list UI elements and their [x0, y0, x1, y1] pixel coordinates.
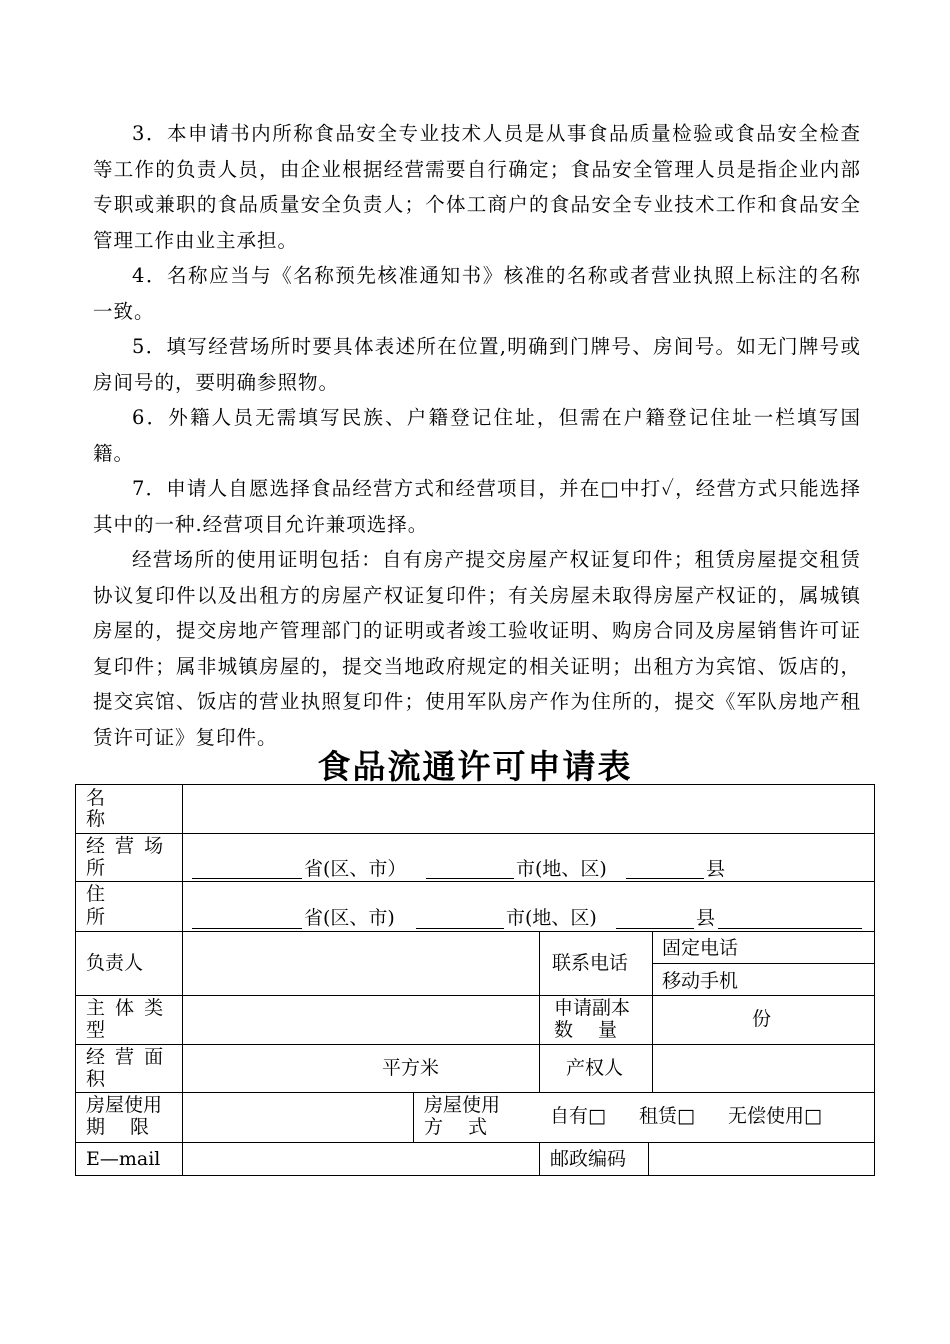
note-4: 4．名称应当与《名称预先核准通知书》核准的名称或者营业执照上标注的名称一致。: [93, 264, 861, 323]
residence-label-2: 所: [86, 906, 106, 928]
res-province-label: 省(区、市): [304, 907, 395, 929]
place-label-1: 经 营 场: [86, 835, 166, 857]
principal-label: 负责人: [86, 952, 144, 974]
res-county-label: 县: [696, 907, 716, 929]
copies-label-1: 申请副本: [554, 997, 631, 1019]
note-usage-proof: 经营场所的使用证明包括：自有房产提交房屋产权证复印件；租赁房屋提交租赁协议复印件以及出租方的房屋产权证复印件；有关房屋未取得房屋产权证的，属城镇房屋的，提交房地产管理部门的证明或者竣工验收证明、购房合同及房屋销售许可证复印件；属非城镇房屋的，提交当地政府规定的相关证明；出租方为宾馆、饭店的，提交宾馆、饭店的营业执照复印件；使用军队房产作为住所的，提交《军队房地产租赁许可证》复印件。: [93, 548, 861, 749]
usage-option-rent-checkbox[interactable]: 租赁□: [639, 1105, 695, 1127]
area-label-1: 经 营 面: [86, 1046, 166, 1068]
name-label-1: 名: [86, 787, 106, 809]
place-city-label: 市(地、区): [516, 858, 607, 880]
email-label: E—mail: [86, 1148, 161, 1170]
application-form: [75, 784, 875, 1176]
instructions: [93, 116, 861, 755]
mobile-phone-label: 移动手机: [662, 970, 739, 992]
term-label-1: 房屋使用: [86, 1094, 163, 1116]
residence-label-1: 住: [86, 883, 106, 905]
usage-option-own-checkbox[interactable]: 自有□: [550, 1105, 606, 1127]
usage-label-2: 方 式: [424, 1116, 488, 1138]
term-label-2: 期 限: [86, 1116, 150, 1138]
postcode-label: 邮政编码: [550, 1148, 627, 1170]
usage-option-free-checkbox[interactable]: 无偿使用□: [728, 1105, 822, 1127]
copies-label-2: 数 量: [554, 1019, 618, 1041]
area-label-2: 积: [86, 1068, 106, 1090]
fixed-phone-label: 固定电话: [662, 937, 739, 959]
entity-type-label-2: 型: [86, 1019, 106, 1041]
form-title: 食品流通许可申请表: [317, 747, 633, 786]
area-unit: 平方米: [382, 1057, 440, 1079]
copies-unit: 份: [752, 1008, 772, 1030]
name-label-2: 称: [86, 808, 106, 830]
usage-label-1: 房屋使用: [424, 1094, 501, 1116]
place-province-label: 省(区、市）: [304, 858, 407, 880]
note-3: 3．本申请书内所称食品安全专业技术人员是从事食品质量检验或食品安全检查等工作的负责人员，由企业根据经营需要自行确定；食品安全管理人员是指企业内部专职或兼职的食品质量安全负责人；个体工商户的食品安全专业技术工作和食品安全管理工作由业主承担。: [93, 122, 861, 252]
place-county-label: 县: [706, 858, 726, 880]
res-city-label: 市(地、区): [506, 907, 597, 929]
note-7: 7．申请人自愿选择食品经营方式和经营项目，并在□中打✓，经营方式只能选择其中的一种.经营项目允许兼项选择。: [93, 477, 861, 536]
entity-type-label-1: 主 体 类: [86, 997, 166, 1019]
note-5: 5．填写经营场所时要具体表述所在位置,明确到门牌号、房间号。如无门牌号或房间号的，要明确参照物。: [93, 335, 861, 394]
owner-label: 产权人: [566, 1057, 624, 1079]
note-6: 6．外籍人员无需填写民族、户籍登记住址，但需在户籍登记住址一栏填写国籍。: [93, 406, 861, 465]
place-label-2: 所: [86, 857, 106, 879]
phone-label: 联系电话: [552, 952, 629, 974]
